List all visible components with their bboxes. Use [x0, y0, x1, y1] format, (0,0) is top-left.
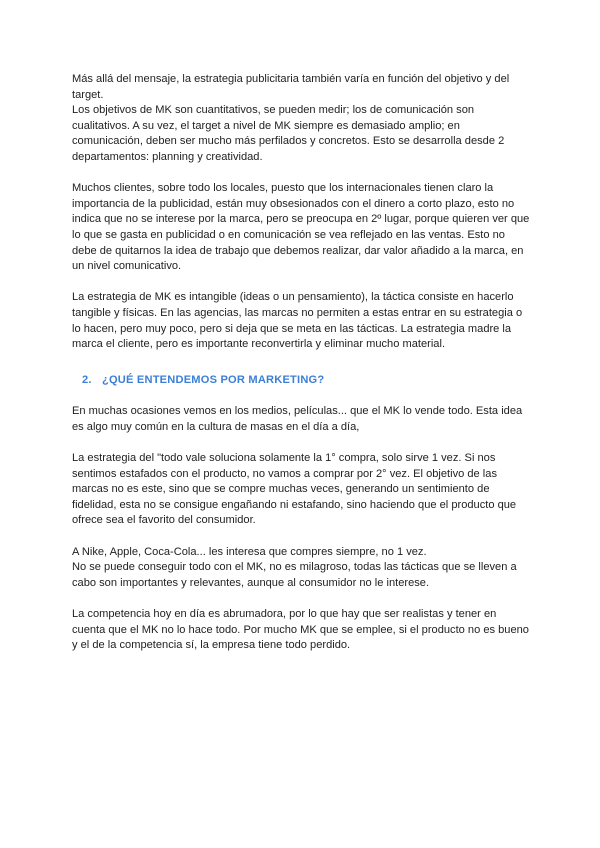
paragraph: [72, 290, 532, 352]
paragraph-line: Más allá del mensaje, la estrategia publicitaria también varía en función del objetivo y del target.: [72, 73, 510, 101]
paragraph-line: La competencia hoy en día es abrumadora, por lo que hay que ser realistas y tener en cuenta que el MK no lo hace todo. Por mucho MK que se emplee, si el producto no es bueno y el de la competencia sí, la empresa tiene todo perdido.: [72, 608, 529, 652]
paragraph: [72, 607, 532, 654]
paragraph-line: A Nike, Apple, Coca-Cola... les interesa que compres siempre, no 1 vez.: [72, 545, 427, 558]
paragraph-line: No se puede conseguir todo con el MK, no es milagroso, todas las tácticas que se lleven a cabo son importantes y relevantes, aunque al consumidor no le interese.: [72, 561, 517, 589]
paragraph-line: La estrategia del "todo vale soluciona solamente la 1° compra, solo sirve 1 vez. Si nos sentimos estafados con el producto, no vamos a comprar por 2° vez. El objetivo de las marcas no es este, sino que se compre muchas veces, generando un sentimiento de fidelidad, esta no se consigue engañando ni estafando, sino haciendo que el producto que ofrece sea el favorito del consumidor.: [72, 452, 517, 527]
section-number: 2.: [82, 373, 92, 386]
paragraph-line: Los objetivos de MK son cuantitativos, se pueden medir; los de comunicación son cualitativos. A su vez, el target a nivel de MK siempre es demasiado amplio; en comunicación, deben ser mucho más perfilados y concretos. Esto se desarrolla desde 2 departamentos: planning y creatividad.: [72, 104, 505, 163]
paragraph-line: Muchos clientes, sobre todo los locales, puesto que los internacionales tienen claro la importancia de la publicidad, están muy obsesionados con el dinero a corto plazo, esto no indica que no se interese por la marca, pero se preocupa en 2º lugar, porque quieren ver que lo que se gasta en publicidad o en comunicación se vea reflejado en las ventas. Esto no debe de quitarnos la idea de trabajo que debemos realizar, dar valor añadido a la marca, en un nivel comunicativo.: [72, 182, 530, 273]
paragraph: [72, 404, 532, 435]
paragraph: [72, 72, 532, 166]
paragraph-line: La estrategia de MK es intangible (ideas o un pensamiento), la táctica consiste en hacerlo tangible y físicas. En las agencias, las marcas no permiten a estas entrar en su estrategia o lo hacen, pero muy poco, pero si deja que se meta en las tácticas. La estrategia madre la marca el cliente, pero es importante reconvertirla y eliminar mucho material.: [72, 291, 523, 351]
section-heading: [82, 373, 532, 389]
section-title: ¿QUÉ ENTENDEMOS POR MARKETING?: [102, 373, 325, 386]
paragraph-line: En muchas ocasiones vemos en los medios, películas... que el MK lo vende todo. Esta idea es algo muy común en la cultura de masas en el día a día,: [72, 405, 523, 433]
document-body: [72, 72, 532, 669]
paragraph: [72, 545, 532, 592]
paragraph: [72, 181, 532, 275]
paragraph: [72, 451, 532, 529]
